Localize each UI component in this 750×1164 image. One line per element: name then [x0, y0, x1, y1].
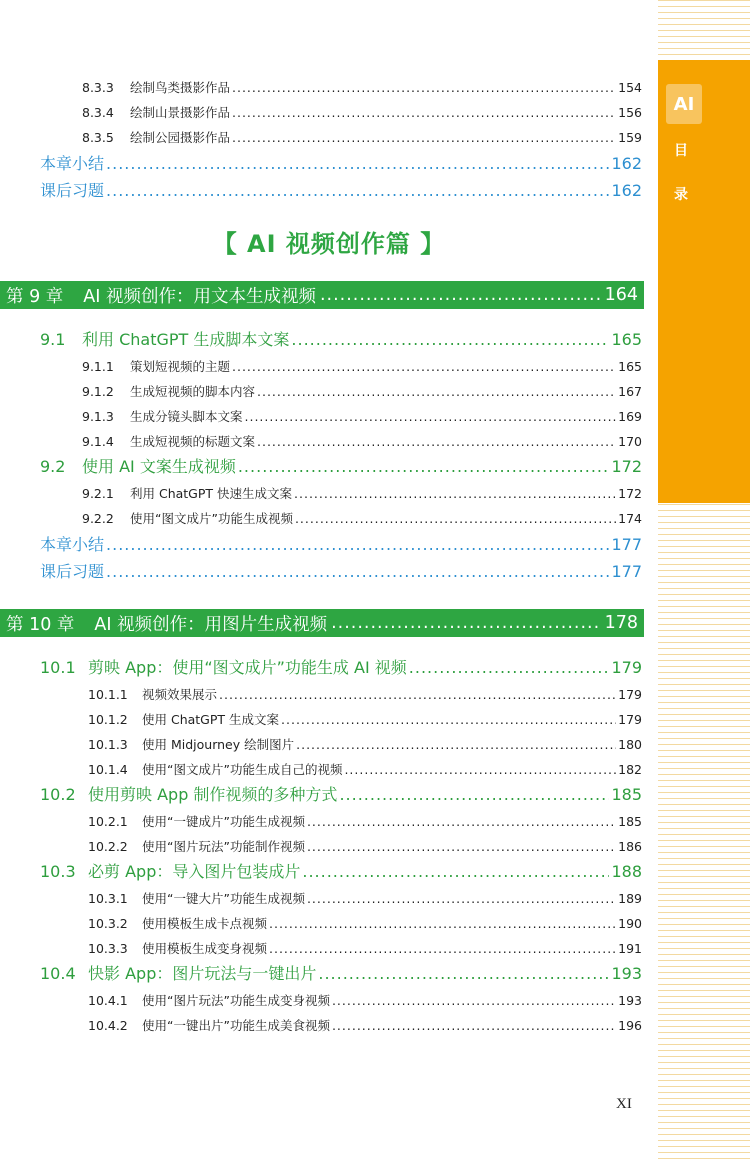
entry-page: 165	[618, 359, 642, 374]
entry-title: 使用“一键大片”功能生成视频	[142, 891, 305, 906]
toc-entry-8-3-5[interactable]	[82, 129, 642, 147]
entry-page: 180	[618, 737, 642, 752]
entry-page: 177	[611, 562, 642, 581]
toc-entry-10-4-2[interactable]	[88, 1017, 642, 1035]
toc-entry-10-2-1[interactable]	[88, 813, 642, 831]
section-page: 193	[611, 964, 642, 983]
toc-entry-8-3-4[interactable]	[82, 104, 642, 122]
entry-number: 10.1.1	[88, 687, 128, 702]
entry-number: 8.3.4	[82, 105, 114, 120]
entry-page: 174	[618, 511, 642, 526]
leader-dots	[307, 838, 616, 856]
section-page: 172	[611, 457, 642, 476]
entry-number: 9.1.3	[82, 409, 114, 424]
toc-entry-10-3-1[interactable]	[88, 890, 642, 908]
toc-section-10-4[interactable]	[40, 963, 642, 985]
entry-page: 179	[618, 712, 642, 727]
chapter-9-heading[interactable]	[0, 281, 644, 309]
section-page: 188	[611, 862, 642, 881]
entry-page: 189	[618, 891, 642, 906]
section-title: 剪映 App：使用“图文成片”功能生成 AI 视频	[88, 658, 407, 677]
page-number: XI	[616, 1096, 632, 1112]
leader-dots	[307, 890, 616, 908]
section-title: 使用剪映 App 制作视频的多种方式	[88, 785, 338, 804]
toc-entry-10-4-1[interactable]	[88, 992, 642, 1010]
toc-entry-ch9-summary[interactable]	[40, 534, 642, 556]
section-number: 10.2	[40, 785, 76, 804]
entry-number: 10.3.2	[88, 916, 128, 931]
chapter-10-heading[interactable]	[0, 609, 644, 637]
leader-dots	[257, 383, 616, 401]
sidebar-tab	[658, 60, 750, 503]
entry-title: 本章小结	[40, 535, 105, 554]
entry-page: 162	[611, 154, 642, 173]
toc-entry-10-1-4[interactable]	[88, 761, 642, 779]
entry-page: 196	[618, 1018, 642, 1033]
entry-page: 190	[618, 916, 642, 931]
entry-number: 10.4.2	[88, 1018, 128, 1033]
section-number: 10.3	[40, 862, 76, 881]
section-number: 9.2	[40, 457, 66, 476]
leader-dots	[232, 79, 616, 97]
entry-title: 使用“图文成片”功能生成自己的视频	[142, 762, 343, 777]
toc-entry-9-1-1[interactable]	[82, 358, 642, 376]
leader-dots	[232, 358, 616, 376]
entry-title: 利用 ChatGPT 快速生成文案	[130, 486, 293, 501]
chapter-title: AI 视频创作：用图片生成视频	[94, 614, 328, 635]
toc-section-10-2[interactable]	[40, 784, 642, 806]
entry-title: 使用“一键成片”功能生成视频	[142, 814, 305, 829]
entry-page: 170	[618, 434, 642, 449]
leader-dots	[106, 180, 609, 202]
chapter-page: 164	[604, 285, 638, 305]
entry-title: 策划短视频的主题	[130, 359, 231, 374]
toc-entry-8-3-3[interactable]	[82, 79, 642, 97]
entry-title: 生成短视频的标题文案	[130, 434, 256, 449]
toc-section-10-3[interactable]	[40, 861, 642, 883]
leader-dots	[339, 784, 609, 806]
toc-entry-10-1-2[interactable]	[88, 711, 642, 729]
section-title: 使用 AI 文案生成视频	[82, 457, 236, 476]
leader-dots	[219, 686, 616, 704]
entry-page: 172	[618, 486, 642, 501]
toc-entry-9-2-2[interactable]	[82, 510, 642, 528]
entry-title: 使用模板生成变身视频	[142, 941, 268, 956]
toc-entry-10-3-3[interactable]	[88, 940, 642, 958]
leader-dots	[307, 813, 616, 831]
entry-title: 使用“一键出片”功能生成美食视频	[142, 1018, 330, 1033]
entry-page: 191	[618, 941, 642, 956]
sidebar-label-char: 录	[674, 187, 688, 203]
section-title: 必剪 App：导入图片包装成片	[88, 862, 301, 881]
toc-entry-9-1-4[interactable]	[82, 433, 642, 451]
entry-number: 10.1.3	[88, 737, 128, 752]
toc-entry-10-1-1[interactable]	[88, 686, 642, 704]
toc-section-9-1[interactable]	[40, 329, 642, 351]
entry-page: 154	[618, 80, 642, 95]
section-title: 快影 App：图片玩法与一键出片	[88, 964, 317, 983]
leader-dots	[291, 329, 609, 351]
section-number: 9.1	[40, 330, 66, 349]
entry-title: 使用“图片玩法”功能制作视频	[142, 839, 305, 854]
leader-dots	[295, 510, 616, 528]
entry-title: 使用“图片玩法”功能生成变身视频	[142, 993, 330, 1008]
entry-title: 本章小结	[40, 154, 105, 173]
entry-number: 10.1.2	[88, 712, 128, 727]
entry-number: 9.2.1	[82, 486, 114, 501]
entry-page: 179	[618, 687, 642, 702]
leader-dots	[281, 711, 616, 729]
entry-number: 8.3.3	[82, 80, 114, 95]
leader-dots	[409, 657, 610, 679]
section-title: 利用 ChatGPT 生成脚本文案	[82, 330, 290, 349]
entry-title: 绘制公园摄影作品	[130, 130, 231, 145]
leader-dots	[238, 456, 610, 478]
leader-dots	[106, 534, 609, 556]
leader-dots	[320, 285, 601, 305]
entry-number: 9.2.2	[82, 511, 114, 526]
leader-dots	[245, 408, 617, 426]
toc-entry-ch8-exercises[interactable]	[40, 180, 642, 202]
entry-page: 186	[618, 839, 642, 854]
entry-title: 使用“图文成片”功能生成视频	[130, 511, 293, 526]
leader-dots	[296, 736, 616, 754]
entry-number: 10.2.1	[88, 814, 128, 829]
entry-title: 绘制山景摄影作品	[130, 105, 231, 120]
entry-title: 生成分镜头脚本文案	[130, 409, 243, 424]
chapter-title: AI 视频创作：用文本生成视频	[83, 286, 316, 307]
entry-page: 167	[618, 384, 642, 399]
leader-dots	[332, 992, 616, 1010]
chapter-page: 178	[604, 613, 638, 633]
entry-number: 10.3.3	[88, 941, 128, 956]
toc-section-10-1[interactable]	[40, 657, 642, 679]
leader-dots	[257, 433, 616, 451]
leader-dots	[106, 153, 609, 175]
leader-dots	[232, 104, 616, 122]
leader-dots	[269, 940, 616, 958]
leader-dots	[269, 915, 616, 933]
toc-entry-ch9-exercises[interactable]	[40, 561, 642, 583]
leader-dots	[294, 485, 616, 503]
entry-title: 使用 ChatGPT 生成文案	[142, 712, 280, 727]
toc-entry-10-3-2[interactable]	[88, 915, 642, 933]
entry-title: 课后习题	[40, 181, 105, 200]
toc-entry-9-1-3[interactable]	[82, 408, 642, 426]
entry-number: 10.3.1	[88, 891, 128, 906]
toc-entry-9-2-1[interactable]	[82, 485, 642, 503]
leader-dots	[302, 861, 609, 883]
sidebar-label-char: 目	[674, 143, 688, 159]
toc-entry-ch8-summary[interactable]	[40, 153, 642, 175]
entry-page: 156	[618, 105, 642, 120]
leader-dots	[332, 1017, 616, 1035]
entry-number: 9.1.1	[82, 359, 114, 374]
toc-section-9-2[interactable]	[40, 456, 642, 478]
entry-page: 162	[611, 181, 642, 200]
entry-number: 10.4.1	[88, 993, 128, 1008]
leader-dots	[344, 761, 616, 779]
toc-entry-10-1-3[interactable]	[88, 736, 642, 754]
entry-number: 10.1.4	[88, 762, 128, 777]
entry-title: 使用 Midjourney 绘制图片	[142, 737, 295, 752]
entry-number: 8.3.5	[82, 130, 114, 145]
section-number: 10.4	[40, 964, 76, 983]
entry-page: 193	[618, 993, 642, 1008]
entry-page: 185	[618, 814, 642, 829]
entry-page: 182	[618, 762, 642, 777]
sidebar-ai-badge: AI	[666, 84, 702, 124]
section-page: 165	[611, 330, 642, 349]
entry-page: 177	[611, 535, 642, 554]
section-page: 179	[611, 658, 642, 677]
toc-entry-9-1-2[interactable]	[82, 383, 642, 401]
entry-number: 9.1.4	[82, 434, 114, 449]
leader-dots	[106, 561, 609, 583]
entry-page: 169	[618, 409, 642, 424]
leader-dots	[232, 129, 616, 147]
entry-title: 使用模板生成卡点视频	[142, 916, 268, 931]
section-page: 185	[611, 785, 642, 804]
entry-title: 绘制鸟类摄影作品	[130, 80, 231, 95]
entry-title: 视频效果展示	[142, 687, 218, 702]
chapter-number: 第 9 章	[6, 286, 64, 307]
part-title: 【 AI 视频创作篇 】	[212, 230, 446, 258]
section-number: 10.1	[40, 658, 76, 677]
entry-title: 课后习题	[40, 562, 105, 581]
leader-dots	[331, 613, 600, 633]
entry-number: 10.2.2	[88, 839, 128, 854]
toc-entry-10-2-2[interactable]	[88, 838, 642, 856]
entry-number: 9.1.2	[82, 384, 114, 399]
leader-dots	[318, 963, 609, 985]
entry-title: 生成短视频的脚本内容	[130, 384, 256, 399]
entry-page: 159	[618, 130, 642, 145]
chapter-number: 第 10 章	[6, 614, 75, 635]
